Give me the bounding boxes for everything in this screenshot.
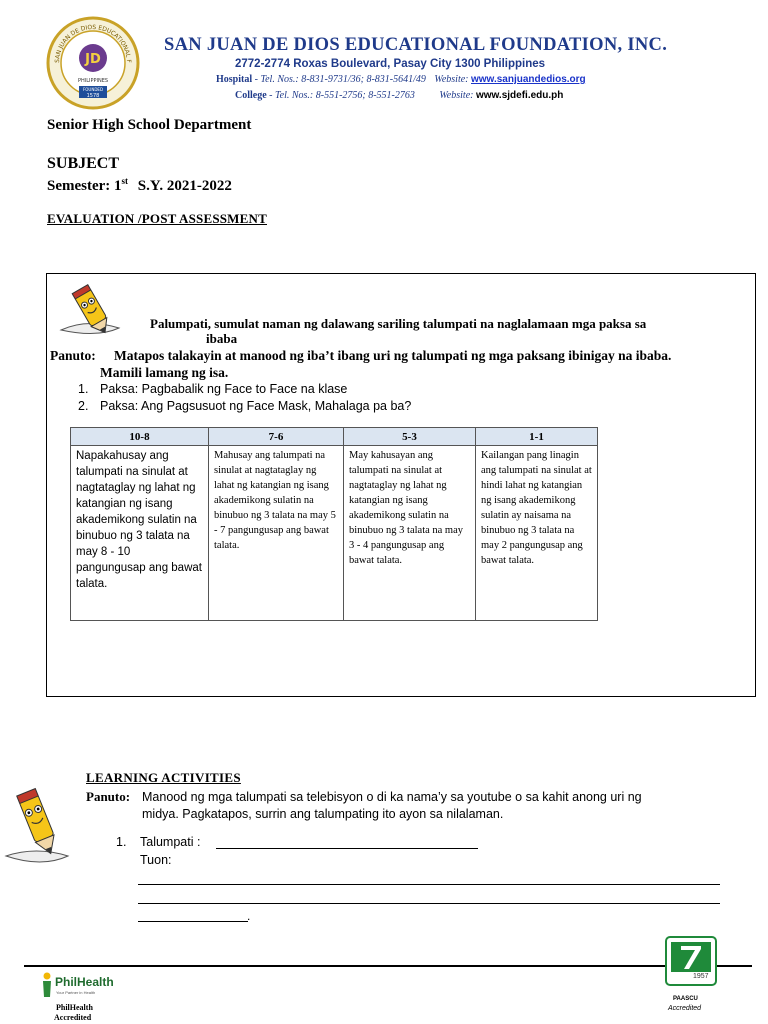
org-name: SAN JUAN DE DIOS EDUCATIONAL FOUNDATION, INC. (164, 35, 668, 55)
topic-text: Paksa: Pagbabalik ng Face to Face na klase (100, 382, 348, 396)
tuon-answer-line[interactable] (138, 921, 248, 922)
tuon-label: Tuon: (140, 853, 172, 867)
table-row (71, 446, 598, 621)
svg-text:PHILIPPINES: PHILIPPINES (77, 78, 109, 84)
rubric-table (70, 427, 598, 621)
svg-text:FOUNDED: FOUNDED (82, 87, 104, 92)
panuto-label: Panuto: (50, 348, 96, 363)
section-title: EVALUATION /POST ASSESSMENT (47, 211, 267, 226)
svg-text:JD: JD (85, 52, 101, 67)
paascu-logo (665, 936, 717, 986)
philhealth-logo (40, 970, 130, 1000)
panuto-text-1: Matapos talakayin at manood ng iba’t ibang uri ng talumpati ng mga paksang ibinigay na ibaba. (114, 348, 672, 363)
footer-rule (24, 965, 752, 967)
table-header-row (71, 428, 598, 446)
hospital-tel: - Tel. Nos.: 8-831-9731/36; 8-831-5641/49 (254, 74, 426, 85)
topic-num: 2. (78, 399, 89, 413)
college-label: College (235, 90, 267, 101)
tuon-answer-line[interactable] (138, 884, 720, 885)
paascu-accredited: Accredited (668, 1005, 702, 1012)
end-period: . (247, 909, 251, 923)
school-seal-logo (46, 16, 140, 110)
svg-text:SAN JUAN DE DIOS EDUCATIONAL F: SAN JUAN DE DIOS EDUCATIONAL F (53, 23, 133, 64)
learning-panuto-text-1: Manood ng mga talumpati sa telebisyon o di ka nama’y sa youtube o sa kahit anong uri ng (142, 790, 642, 804)
learning-panuto-text-2: midya. Pagkatapos, surrin ang talumpating ito ayon sa nilalaman. (142, 807, 504, 821)
subject-title: SUBJECT (47, 155, 120, 172)
panuto-text-2: Mamili lamang ng isa. (100, 365, 229, 380)
item-number: 1. (116, 835, 127, 849)
semester-line (47, 176, 232, 195)
rubric-cell: Mahusay ang talumpati na sinulat at nagtataglay ng lahat ng katangian ng isang akademikong sulatin na binubuo ng 3 talata na may 5 - 7 pangungusap ang bawat talata. (209, 446, 344, 621)
philhealth-accredited-2: Accredited (54, 1013, 92, 1022)
rubric-header: 5-3 (344, 428, 476, 446)
svg-text:1578: 1578 (86, 93, 100, 99)
intro-line-1: Palumpati, sumulat naman ng dalawang sariling talumpati na naglalamaan mga paksa sa (150, 316, 647, 331)
talumpati-answer-line[interactable] (216, 848, 478, 849)
org-address: 2772-2774 Roxas Boulevard, Pasay City 1300 Philippines (235, 58, 546, 70)
philhealth-brand: PhilHealth (55, 975, 114, 989)
philhealth-accredited-1: PhilHealth (56, 1003, 93, 1012)
intro-line-2: ibaba (206, 331, 238, 346)
pencil-mascot-icon (2, 782, 74, 870)
tuon-answer-line[interactable] (138, 903, 720, 904)
rubric-header: 10-8 (71, 428, 209, 446)
rubric-header: 1-1 (476, 428, 598, 446)
semester-sy: S.Y. 2021-2022 (137, 178, 232, 194)
college-contact (235, 90, 563, 101)
list-item (78, 381, 411, 398)
list-item (78, 398, 411, 415)
college-tel: - Tel. Nos.: 8-551-2756; 8-551-2763 (269, 90, 415, 101)
hospital-website-label: Website: (434, 74, 469, 85)
semester-prefix: Semester: 1 (47, 178, 122, 194)
learning-title: LEARNING ACTIVITIES (86, 770, 241, 785)
rubric-header: 7-6 (209, 428, 344, 446)
pencil-mascot-icon (57, 280, 127, 340)
department-title: Senior High School Department (47, 117, 252, 133)
rubric-cell: Napakahusay ang talumpati na sinulat at nagtataglay ng lahat ng katangian ng isang akademikong sulatin na binubuo ng 3 talata na may 8 - 10 pangungusap ang bawat talata. (71, 446, 209, 621)
rubric-cell: May kahusayan ang talumpati na sinulat at nagtataglay ng lahat ng katangian ng isang akademikong sulatin na binubuo ng 3 talata na may 3 - 4 pangungusap ang bawat talata. (344, 446, 476, 621)
rubric-cell: Kailangan pang linagin ang talumpati na sinulat at hindi lahat ng katangian ng isang akademikong sulatin ay naisama na binubuo ng 3 talata na may 2 pangungusap ang bawat talata. (476, 446, 598, 621)
topic-text: Paksa: Ang Pagsusuot ng Face Mask, Mahalaga pa ba? (100, 399, 412, 413)
semester-sup: st (121, 176, 129, 186)
topic-num: 1. (78, 382, 89, 396)
learning-panuto-label: Panuto: (86, 789, 131, 804)
topic-list (78, 381, 411, 415)
college-website: www.sjdefi.edu.ph (475, 90, 564, 101)
paascu-year: 1957 (693, 973, 709, 980)
talumpati-label: Talumpati : (140, 835, 201, 849)
college-website-label: Website: (439, 90, 474, 101)
hospital-website-link[interactable]: www.sanjuandedios.org (471, 74, 586, 85)
paascu-label: PAASCU (673, 996, 698, 1002)
philhealth-tagline: Your Partner in Health (56, 990, 96, 995)
hospital-label: Hospital (216, 74, 253, 85)
hospital-contact (216, 74, 586, 85)
